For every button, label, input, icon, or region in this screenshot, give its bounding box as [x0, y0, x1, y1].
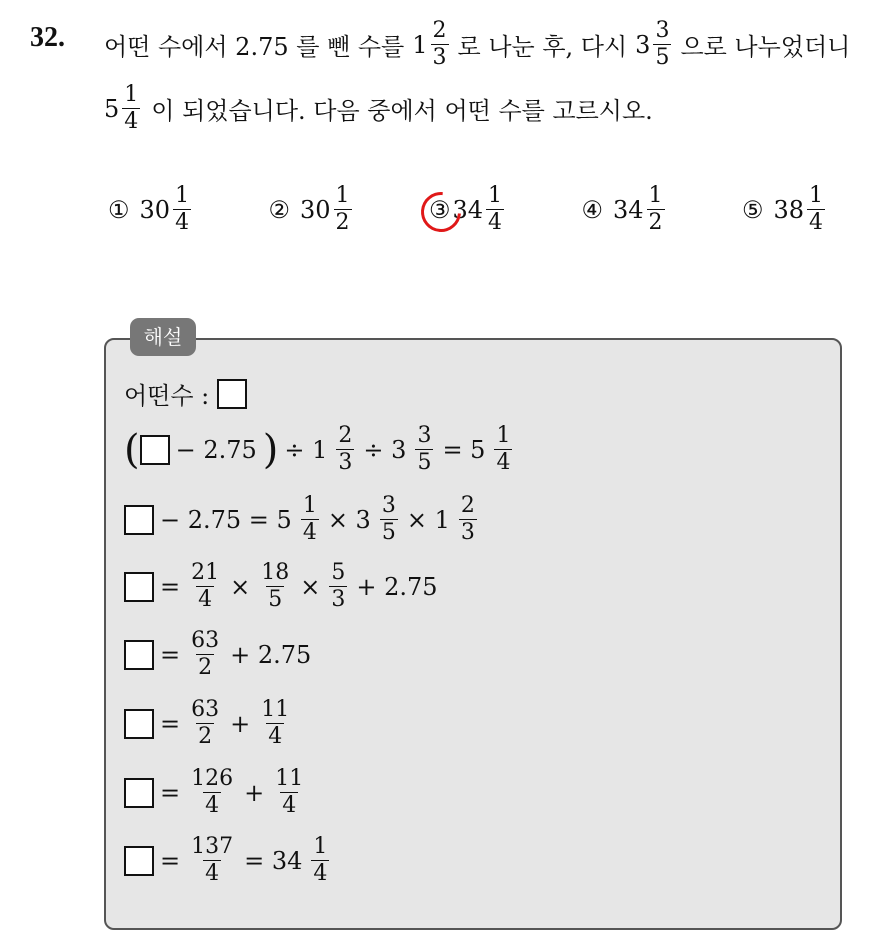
question-text-1: 어떤 수에서 2.75 를 뺀 수를 — [104, 33, 405, 61]
unknown-box — [124, 778, 154, 808]
unknown-box — [124, 572, 154, 602]
unknown-box — [124, 640, 154, 670]
solution-line-3: = $\frac{21}{4}$ × $\frac{18}{5}$ × $\frac{5}{3}$ + 2.75 — [124, 562, 444, 611]
unknown-box — [124, 505, 154, 535]
unknown-box — [217, 379, 247, 409]
solution-line-7: = $\frac{137}{4}$ = 34 $\frac{1}{4}$ — [124, 836, 332, 885]
question-line-2 — [104, 84, 653, 133]
selected-circle-mark — [413, 184, 469, 240]
question-frac3-whole: 5 — [104, 94, 120, 123]
question-frac2: $\frac{3}{5}$ — [655, 18, 670, 70]
question-frac3: $\frac{1}{4}$ — [124, 82, 139, 134]
option-3[interactable]: ③ 34 $\frac{1}{4}$ — [429, 185, 507, 234]
solution-line-0: 어떤수 : — [124, 376, 247, 411]
question-frac2-whole: 3 — [635, 30, 651, 59]
question-text-3: 으로 나누었더니 — [680, 33, 851, 61]
solution-line-2: − 2.75 = 5 $\frac{1}{4}$ × 3 $\frac{3}{5}$ × 1 $\frac{2}{3}$ — [124, 495, 480, 544]
unknown-box — [124, 846, 154, 876]
question-number: 32. — [30, 22, 65, 53]
question-text-2: 로 나눈 후, 다시 — [457, 33, 628, 61]
option-1[interactable]: ① 30 $\frac{1}{4}$ — [108, 183, 190, 235]
question-frac1-whole: 1 — [412, 30, 428, 59]
solution-line-4: = $\frac{63}{2}$ + 2.75 — [124, 630, 317, 679]
unknown-box — [140, 435, 170, 465]
solution-line-6: = $\frac{126}{4}$ + $\frac{11}{4}$ — [124, 768, 308, 817]
question-frac1: $\frac{2}{3}$ — [432, 18, 447, 70]
question-text-4: 이 되었습니다. 다음 중에서 어떤 수를 고르시오. — [151, 97, 653, 125]
solution-line-5: = $\frac{63}{2}$ + $\frac{11}{4}$ — [124, 699, 294, 748]
answer-options — [108, 185, 828, 234]
unknown-box — [124, 709, 154, 739]
option-2[interactable]: ② 30 $\frac{1}{2}$ — [268, 183, 350, 235]
option-4[interactable]: ④ 34 $\frac{1}{2}$ — [581, 183, 663, 235]
solution-label: 해설 — [130, 318, 196, 356]
question-line-1 — [104, 20, 850, 69]
option-5[interactable]: ⑤ 38 $\frac{1}{4}$ — [741, 183, 823, 235]
solution-line-1: ( − 2.75 ) ÷ 1 $\frac{2}{3}$ ÷ 3 $\frac{3}{5}$ = 5 $\frac{1}{4}$ — [124, 423, 511, 475]
